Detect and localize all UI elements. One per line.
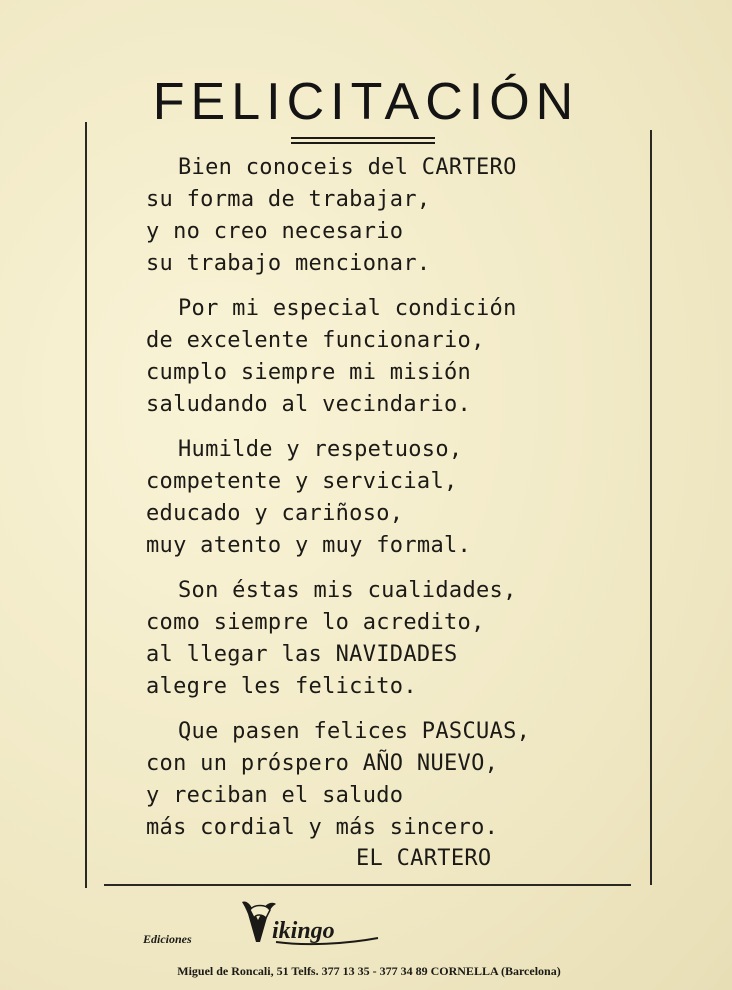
title-double-rule [291,137,435,144]
poem-line: más cordial y más sincero. [146,815,499,840]
poem-line: Que pasen felices PASCUAS, [178,719,531,744]
poem-line: cumplo siempre mi misión [146,360,472,385]
svg-text:ikingo: ikingo [272,918,335,944]
poem-line: muy atento y muy formal. [146,533,472,558]
poem [146,152,646,875]
poem-line: Bien conoceis del CARTERO [178,155,517,180]
poem-line: Son éstas mis cualidades, [178,578,517,603]
poem-line: alegre les felicito. [146,674,417,699]
poem-line: como siempre lo acredito, [146,610,485,635]
frame-right-border [650,130,652,885]
poem-line: saludando al vecindario. [146,392,472,417]
poem-line: con un próspero AÑO NUEVO, [146,751,499,776]
poem-line: al llegar las NAVIDADES [146,642,458,667]
card-title: FELICITACIÓN [152,73,580,131]
publisher-address: Miguel de Roncali, 51 Telfs. 377 13 35 - 377 34 89 CORNELLA (Barcelona) [177,964,561,978]
stanza [146,716,646,844]
poem-line: y reciban el saludo [146,783,404,808]
poem-line: de excelente funcionario, [146,328,485,353]
stanza [146,293,646,421]
stanza [146,575,646,703]
signature: EL CARTERO [356,846,492,871]
vikingo-logo [236,898,386,954]
publisher-prefix: Ediciones [143,932,192,946]
poem-line: su trabajo mencionar. [146,251,431,276]
poem-line: y no creo necesario [146,219,404,244]
poem-line: competente y servicial, [146,469,458,494]
poem-line: educado y cariñoso, [146,501,404,526]
poem-line: Por mi especial condición [178,296,517,321]
poem-line: Humilde y respetuoso, [178,437,463,462]
frame-bottom-border [104,884,631,886]
poem-line: su forma de trabajar, [146,187,431,212]
stanza [146,152,646,280]
stanza [146,434,646,562]
frame-left-border [85,122,87,888]
